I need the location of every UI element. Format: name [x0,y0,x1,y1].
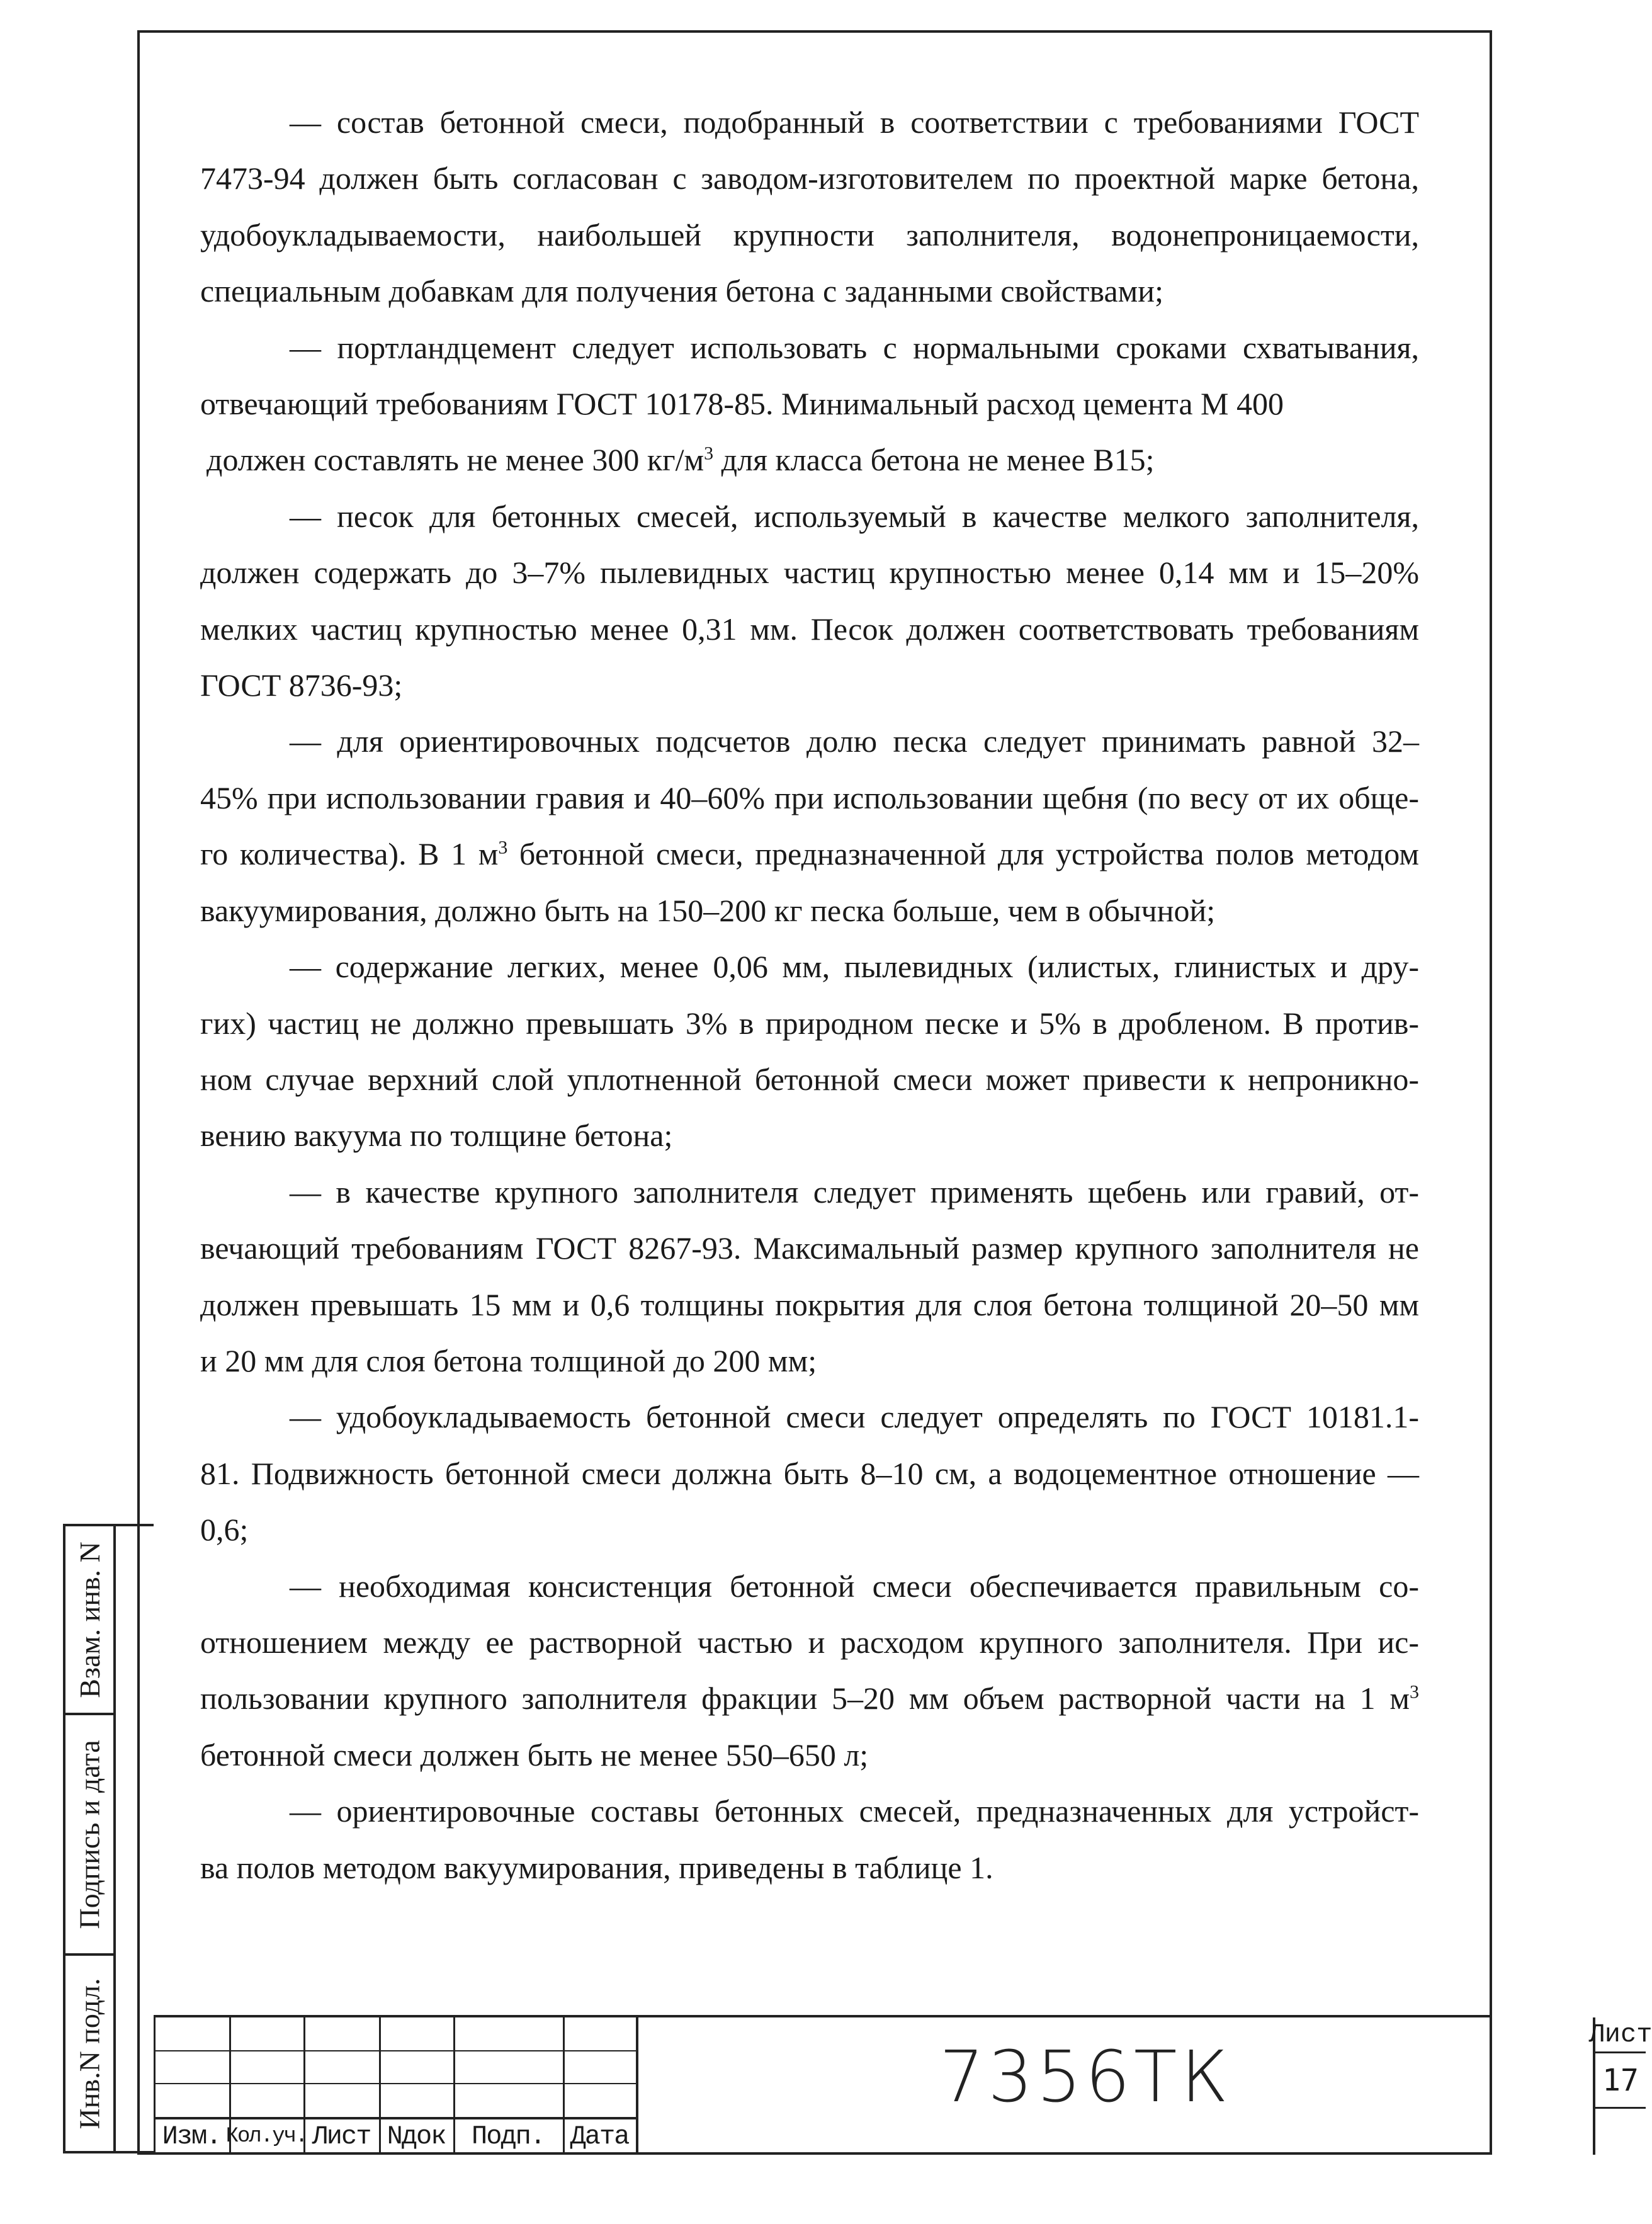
superscript: 3 [1410,1681,1419,1703]
text-line: — удобоукладываемость бетонной смеси следует определять по ГОСТ 10181.1- [290,1399,1419,1435]
paragraph [200,1558,1419,1784]
text-line: бетонной смеси должен быть не менее 550–650 л; [200,1737,869,1773]
text-line: должен содержать до 3–7% пылевидных частиц крупностью менее 0,14 мм и 15–20% [200,555,1419,591]
sheet-label: Лист [1595,2017,1646,2053]
grid-line [636,2017,638,2155]
paragraph [200,1164,1419,1390]
text-line: 0,6; [200,1512,249,1548]
text-line: вечающий требованиям ГОСТ 8267-93. Максимальный размер крупного заполнителя не [200,1230,1419,1266]
paragraph [200,1389,1419,1558]
text-fragment: должен составлять не менее 300 кг/м [206,442,704,478]
text-line: — портландцемент следует использовать с нормальными сроками схватывания, [290,329,1419,365]
text-line: гих) частиц не должно превышать 3% в природном песке и 5% в дробленом. В против- [200,1005,1419,1041]
izm-header: Изм. [162,2121,221,2152]
paragraph [200,939,1419,1164]
text-line: 45% при использовании гравия и 40–60% при использовании щебня (по весу от их обще- [200,780,1419,815]
podp-header: Подп. [471,2121,545,2152]
text-fragment: бетонной смеси, предназначенной для устройства полов методом [507,836,1419,872]
sheet-number: 17 [1602,2063,1639,2098]
revision-grid [154,2017,638,2155]
superscript: 3 [498,837,508,858]
text-line: ГОСТ 8736-93; [200,667,403,703]
body-text [200,94,1419,1896]
paragraph [200,489,1419,714]
grid-line [154,2050,638,2051]
text-line [111,826,1419,882]
ndok-header: Nдок [387,2121,446,2152]
paragraph [200,320,1419,489]
podpis-data-cell [65,1715,113,1956]
paragraph [200,1783,1419,1896]
inv-podl-cell [65,1956,113,2151]
data-header: Дата [570,2121,629,2152]
text-line: ва полов методом вакуумирования, приведены в таблице 1. [200,1849,993,1885]
text-fragment: пользовании крупного заполнителя фракции 5–20 мм объем растворной части на 1 м [200,1681,1410,1716]
text-line: отношением между ее растворной частью и расходом крупного заполнителя. При ис- [200,1624,1419,1660]
text-line: 7473-94 должен быть согласован с заводом-изготовителем по проектной марке бетона, [200,161,1419,196]
text-fragment: го количества). В 1 м [200,836,499,872]
text-line: вению вакуума по толщине бетона; [200,1118,673,1154]
text-line: удобоукладываемости, наибольшей крупности заполнителя, водонепроницаемости, [200,217,1419,252]
paragraph [200,713,1419,939]
text-line: — в качестве крупного заполнителя следует применять щебень или гравий, от- [290,1174,1419,1210]
text-line: — содержание легких, менее 0,06 мм, пылевидных (илистых, глинистых и дру- [290,949,1419,985]
title-block [154,2015,1652,2157]
superscript: 3 [704,443,714,464]
inv-podl-label: Инв.N подл. [73,1978,106,2129]
vzam-inv-label: Взам. инв. N [73,1541,106,1698]
text-line: должен превышать 15 мм и 0,6 толщины покрытия для слоя бетона толщиной 20–50 мм [200,1286,1419,1322]
text-line: — ориентировочные составы бетонных смесей, предназначенных для устройст- [290,1793,1419,1829]
text-line: мелких частиц крупностью менее 0,31 мм. Песок должен соответствовать требованиям [200,611,1419,647]
sheet-box-divider [1593,2107,1646,2109]
side-stamp-column [65,1526,116,2151]
text-line: и 20 мм для слоя бетона толщиной до 200 мм; [200,1342,817,1378]
text-line: вакуумирования, должно быть на 150–200 кг песка больше, чем в обычной; [200,892,1216,928]
text-fragment: для класса бетона не менее В15; [713,442,1155,478]
text-line: — состав бетонной смеси, подобранный в соответствии с требованиями ГОСТ [290,105,1419,140]
vzam-inv-cell [65,1526,113,1715]
text-line: 81. Подвижность бетонной смеси должна быть 8–10 см, а водоцементное отношение — [200,1455,1419,1491]
text-line: — песок для бетонных смесей, используемый в качестве мелкого заполнителя, [290,498,1419,534]
text-line: ном случае верхний слой уплотненной бетонной смеси может привести к непроникно- [200,1061,1419,1097]
text-line [111,1671,1419,1727]
document-code: 7356ТК [939,2036,1232,2118]
side-stamp-strip [63,1524,154,2153]
text-line: — для ориентировочных подсчетов долю песка следует принимать равной 32– [290,723,1419,759]
sheet-box [1588,2017,1652,2155]
grid-line [154,2083,638,2084]
text-line [117,432,1419,488]
text-line: отвечающий требованиям ГОСТ 10178-85. Минимальный расход цемента М 400 [200,386,1284,422]
list-header: Лист [312,2121,371,2152]
podpis-data-label: Подпись и дата [73,1739,106,1929]
text-line: — необходимая консистенция бетонной смеси обеспечивается правильным со- [290,1568,1419,1604]
kol-uch-header: Кол.уч. [225,2125,307,2148]
text-line: специальным добавкам для получения бетона с заданными свойствами; [200,273,1163,309]
paragraph [200,94,1419,320]
